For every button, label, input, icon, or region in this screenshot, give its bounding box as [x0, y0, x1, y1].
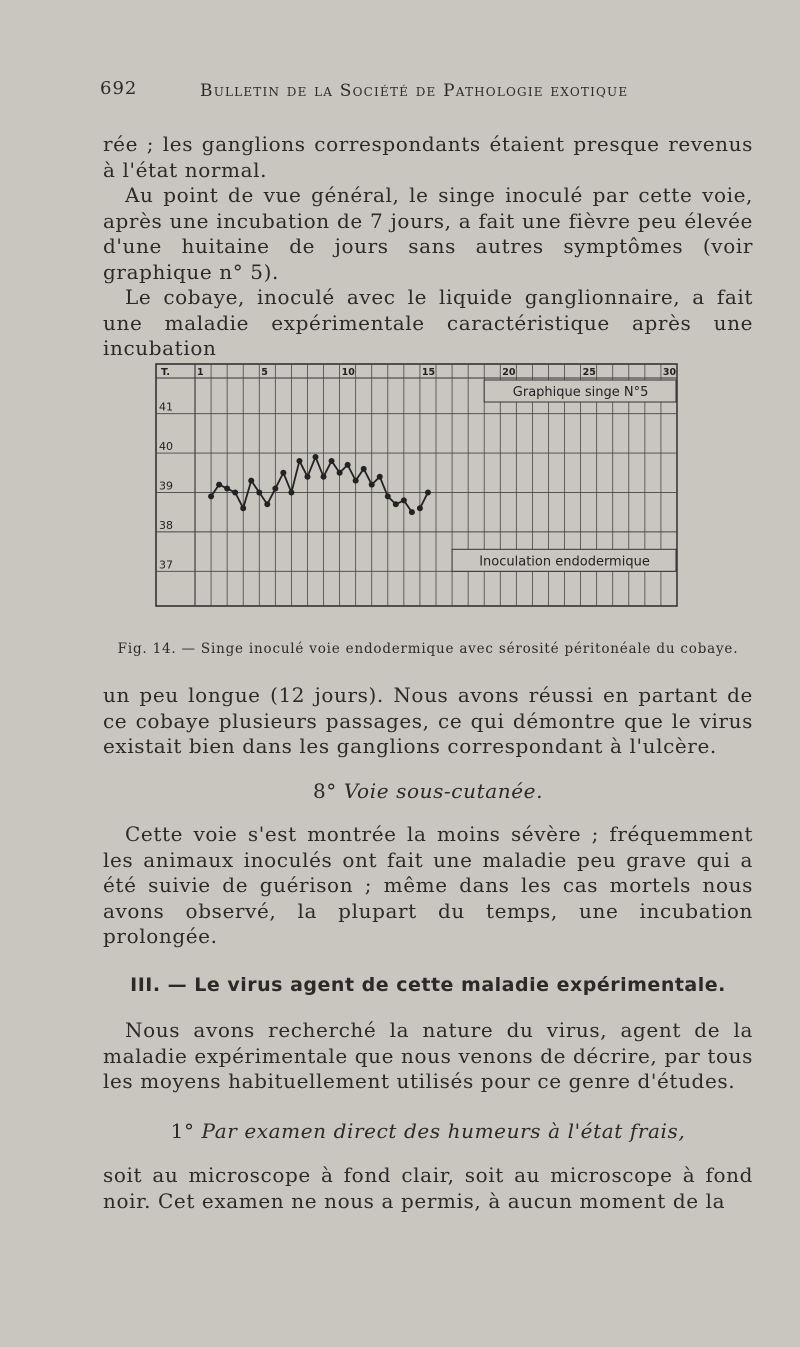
data-point: [345, 462, 351, 468]
data-point: [321, 474, 327, 480]
temperature-chart: [155, 360, 680, 610]
data-point: [385, 493, 391, 499]
paragraph-5: Cette voie s'est montrée la moins sévère ; fréquemment les animaux inoculés ont fait une maladie peu grave qui a été suivie de guérison ; même dans les cas mortels nous avons observé, la plupart du temps, une incubation prolongée.: [103, 822, 753, 948]
data-point: [409, 509, 415, 515]
data-point: [256, 489, 262, 495]
series-line: [211, 457, 412, 512]
y-tick-label: 37: [159, 558, 173, 572]
data-point: [329, 458, 335, 464]
section-3-heading: III. — Le virus agent de cette maladie expérimentale.: [130, 974, 726, 996]
data-point: [288, 489, 294, 495]
chart-title: Graphique singe N°5: [512, 385, 649, 400]
y-tick-label: 38: [159, 518, 173, 532]
x-tick-label: 5: [261, 367, 268, 378]
corner-label: T.: [161, 367, 171, 378]
data-point: [240, 505, 246, 511]
subsection-8-title: Voie sous-cutanée.: [343, 779, 544, 803]
chart-annotation: Inoculation endodermique: [479, 554, 650, 570]
data-point: [208, 493, 214, 499]
data-point: [224, 486, 230, 492]
paragraph-7: soit au microscope à fond clair, soit au microscope à fond noir. Cet examen ne nous a permis, à aucun moment de la: [103, 1163, 753, 1213]
paragraph-6: Nous avons recherché la nature du virus, agent de la maladie expérimentale que nous venons de décrire, par tous les moyens habituellement utilisés pour ce genre d'études.: [103, 1018, 753, 1093]
x-tick-label: 30: [662, 367, 677, 378]
data-point: [425, 489, 431, 495]
data-point: [417, 505, 423, 511]
x-tick-label: 15: [421, 367, 436, 378]
data-point: [353, 478, 359, 484]
data-point: [304, 474, 310, 480]
y-tick-label: 39: [159, 479, 173, 493]
data-point: [369, 482, 375, 488]
data-point: [248, 478, 254, 484]
data-point: [393, 501, 399, 507]
y-tick-label: 40: [159, 440, 173, 454]
x-tick-label: 10: [341, 367, 355, 378]
subsection-1-number: 1°: [170, 1119, 195, 1143]
data-point: [313, 454, 319, 460]
page-number: 692: [100, 78, 138, 99]
y-tick-label: 41: [159, 400, 173, 414]
paragraph-1: rée ; les ganglions correspondants étaient presque revenus à l'état normal.: [103, 132, 753, 182]
paragraph-4: un peu longue (12 jours). Nous avons réussi en partant de ce cobaye plusieurs passages, ce qui démontre que le virus existait bien dans les ganglions correspondant à l'ulcère.: [103, 683, 753, 758]
x-tick-label: 25: [582, 367, 596, 378]
paragraph-3: Le cobaye, inoculé avec le liquide ganglionnaire, a fait une maladie expérimentale caractéristique après une incubation: [103, 285, 753, 360]
data-point: [377, 474, 383, 480]
data-point: [401, 497, 407, 503]
x-tick-label: 20: [502, 367, 516, 378]
data-point: [337, 470, 343, 476]
data-point: [264, 501, 270, 507]
x-tick-label: 1: [197, 367, 204, 378]
figure-caption: Fig. 14. — Singe inoculé voie endodermique avec sérosité péritonéale du cobaye.: [117, 641, 739, 657]
page-header: [100, 78, 750, 106]
paragraph-2: Au point de vue général, le singe inoculé par cette voie, après une incubation de 7 jours, a fait une fièvre peu élevée d'une huitaine de jours sans autres symptômes (voir graphique n° 5).: [103, 183, 753, 284]
data-point: [296, 458, 302, 464]
data-point: [216, 482, 222, 488]
subsection-1-title: Par examen direct des humeurs à l'état frais,: [201, 1119, 686, 1143]
data-point: [232, 489, 238, 495]
data-point: [280, 470, 286, 476]
subsection-8-number: 8°: [312, 779, 337, 803]
subsection-1-heading: [103, 1119, 753, 1145]
running-title: Bulletin de la Société de Pathologie exotique: [200, 81, 629, 101]
data-point: [272, 486, 278, 492]
subsection-8-heading: [103, 779, 753, 805]
data-point: [361, 466, 367, 472]
